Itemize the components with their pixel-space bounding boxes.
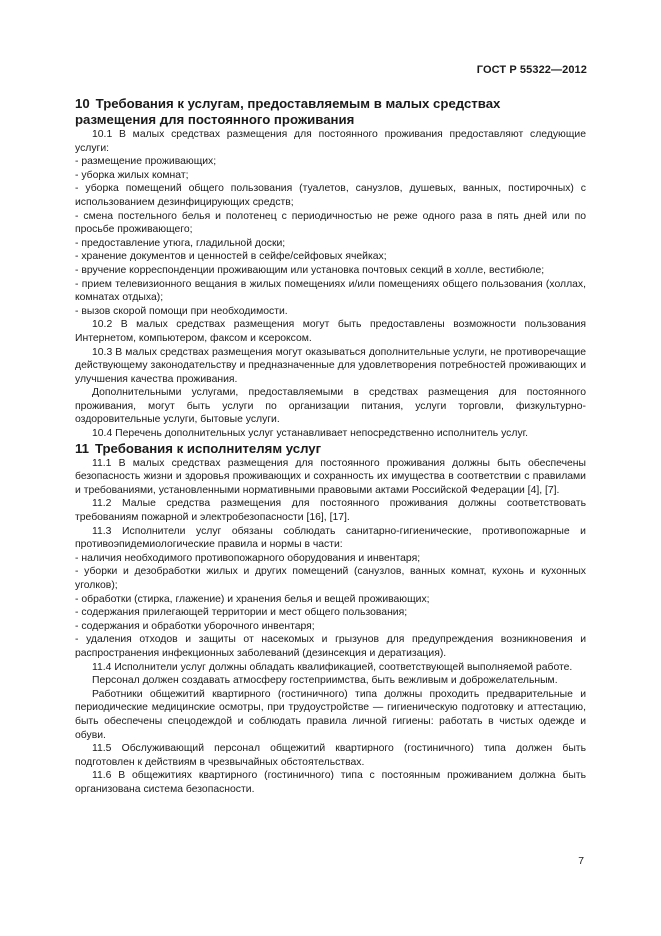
- clause-11-5: 11.5 Обслуживающий персонал общежитий квартирного (гостиничного) типа должен быть подготовлен к действиям в чрезвычайных обстоятельствах.: [75, 743, 586, 768]
- page-content: [75, 96, 586, 797]
- clause-11-2: 11.2 Малые средства размещения для постоянного проживания должны соответствовать требованиям пожарной и электробезопасности [16], [17].: [75, 498, 586, 524]
- list-item: - обработки (стирка, глажение) и хранения белья и вещей проживающих;: [75, 593, 430, 605]
- list-item: - хранение документов и ценностей в сейфе/сейфовых ячейках;: [75, 251, 387, 263]
- clause-10-2: 10.2 В малых средствах размещения могут быть предоставлены возможности пользования Интернетом, компьютером, факсом и ксероксом.: [75, 319, 586, 344]
- clause-10-1: 10.1 В малых средствах размещения для постоянного проживания предоставляют следующие услуги:: [75, 129, 586, 154]
- list-item: - содержания прилегающей территории и мест общего пользования;: [75, 607, 408, 619]
- list-item: - уборка помещений общего пользования (туалетов, санузлов, душевых, ванных, постирочных) с использованием дезинфицирующих средств;: [75, 183, 586, 208]
- clause-11-4: 11.4 Исполнители услуг должны обладать квалификацией, соответствующей выполняемой работе.: [92, 661, 573, 673]
- section-11-number: 11: [75, 440, 89, 456]
- list-item: - содержания и обработки уборочного инвентаря;: [75, 620, 315, 632]
- section-11-heading: [75, 441, 586, 457]
- clause-11-6: 11.6 В общежитиях квартирного (гостиничного) типа с постоянным проживанием должна быть организована система безопасности.: [75, 770, 586, 795]
- section-11-title: Требования к исполнителям услуг: [94, 440, 322, 456]
- clause-11-4-staff: Персонал должен создавать атмосферу гостеприимства, быть вежливым и доброжелательным.: [92, 675, 558, 687]
- list-item: - размещение проживающих;: [75, 156, 217, 168]
- list-item: - удаления отходов и защиты от насекомых и грызунов для предупреждения возникновения и распространения инфекционных заболеваний (дезинсекция и дератизация).: [75, 634, 586, 659]
- list-item: - наличия необходимого противопожарного оборудования и инвентаря;: [75, 552, 421, 564]
- clause-11-1: 11.1 В малых средствах размещения для постоянного проживания должны быть обеспечены безопасность жизни и здоровья проживающих и сохранность их имущества в соответствии с правилами и требованиями, установленными нормативными правовыми актами Российской Федерации [4], [7].: [75, 457, 586, 496]
- page-number: 7: [578, 856, 584, 867]
- list-item: - вызов скорой помощи при необходимости.: [75, 305, 288, 317]
- section-10-title-line2: размещения для постоянного проживания: [75, 112, 355, 127]
- section-10-title-line1: Требования к услугам, предоставляемым в малых средствах: [95, 96, 501, 111]
- clause-11-3: 11.3 Исполнители услуг обязаны соблюдать санитарно-гигиенические, противопожарные и противоэпидемиологические правила и нормы в части:: [75, 525, 586, 551]
- list-item: - предоставление утюга, гладильной доски;: [75, 237, 286, 249]
- clause-10-4: 10.4 Перечень дополнительных услуг устанавливает непосредственно исполнитель услуг.: [92, 428, 529, 440]
- list-item: - уборка жилых комнат;: [75, 169, 189, 181]
- section-10-heading: [75, 96, 586, 128]
- clause-10-3: 10.3 В малых средствах размещения могут оказываться дополнительные услуги, не противоречащие действующему законодательству и предназначенные для удовлетворения потребностей проживающих и улучшения качества проживания.: [75, 346, 586, 385]
- clause-11-4-medical: Работники общежитий квартирного (гостиничного) типа должны проходить предварительные и периодические медицинские осмотры, при трудоустройстве — гигиеническую подготовку и аттестацию, быть обеспечены спецодеждой и соблюдать правила личной гигиены: работать в чистых одежде и обуви.: [75, 688, 586, 741]
- list-item: - вручение корреспонденции проживающим или установка почтовых секций в холле, вестибюле;: [75, 264, 545, 276]
- section-10-number: 10: [75, 96, 90, 111]
- document-code: ГОСТ Р 55322—2012: [476, 64, 587, 76]
- list-item: - уборки и дезобработки жилых и других помещений (санузлов, ванных комнат, кухонь и кухонных уголков);: [75, 566, 586, 591]
- list-item: - прием телевизионного вещания в жилых помещениях и/или помещениях общего пользования (холлах, комнатах отдыха);: [75, 278, 586, 304]
- list-item: - смена постельного белья и полотенец с периодичностью не реже одного раза в пять дней или по просьбе проживающего;: [75, 210, 586, 236]
- clause-10-3-continued: Дополнительными услугами, предоставляемыми в средствах размещения для постоянного проживания, могут быть услуги по организации питания, услуги торговли, физкультурно-оздоровительные услуги, бытовые услуги.: [75, 387, 586, 426]
